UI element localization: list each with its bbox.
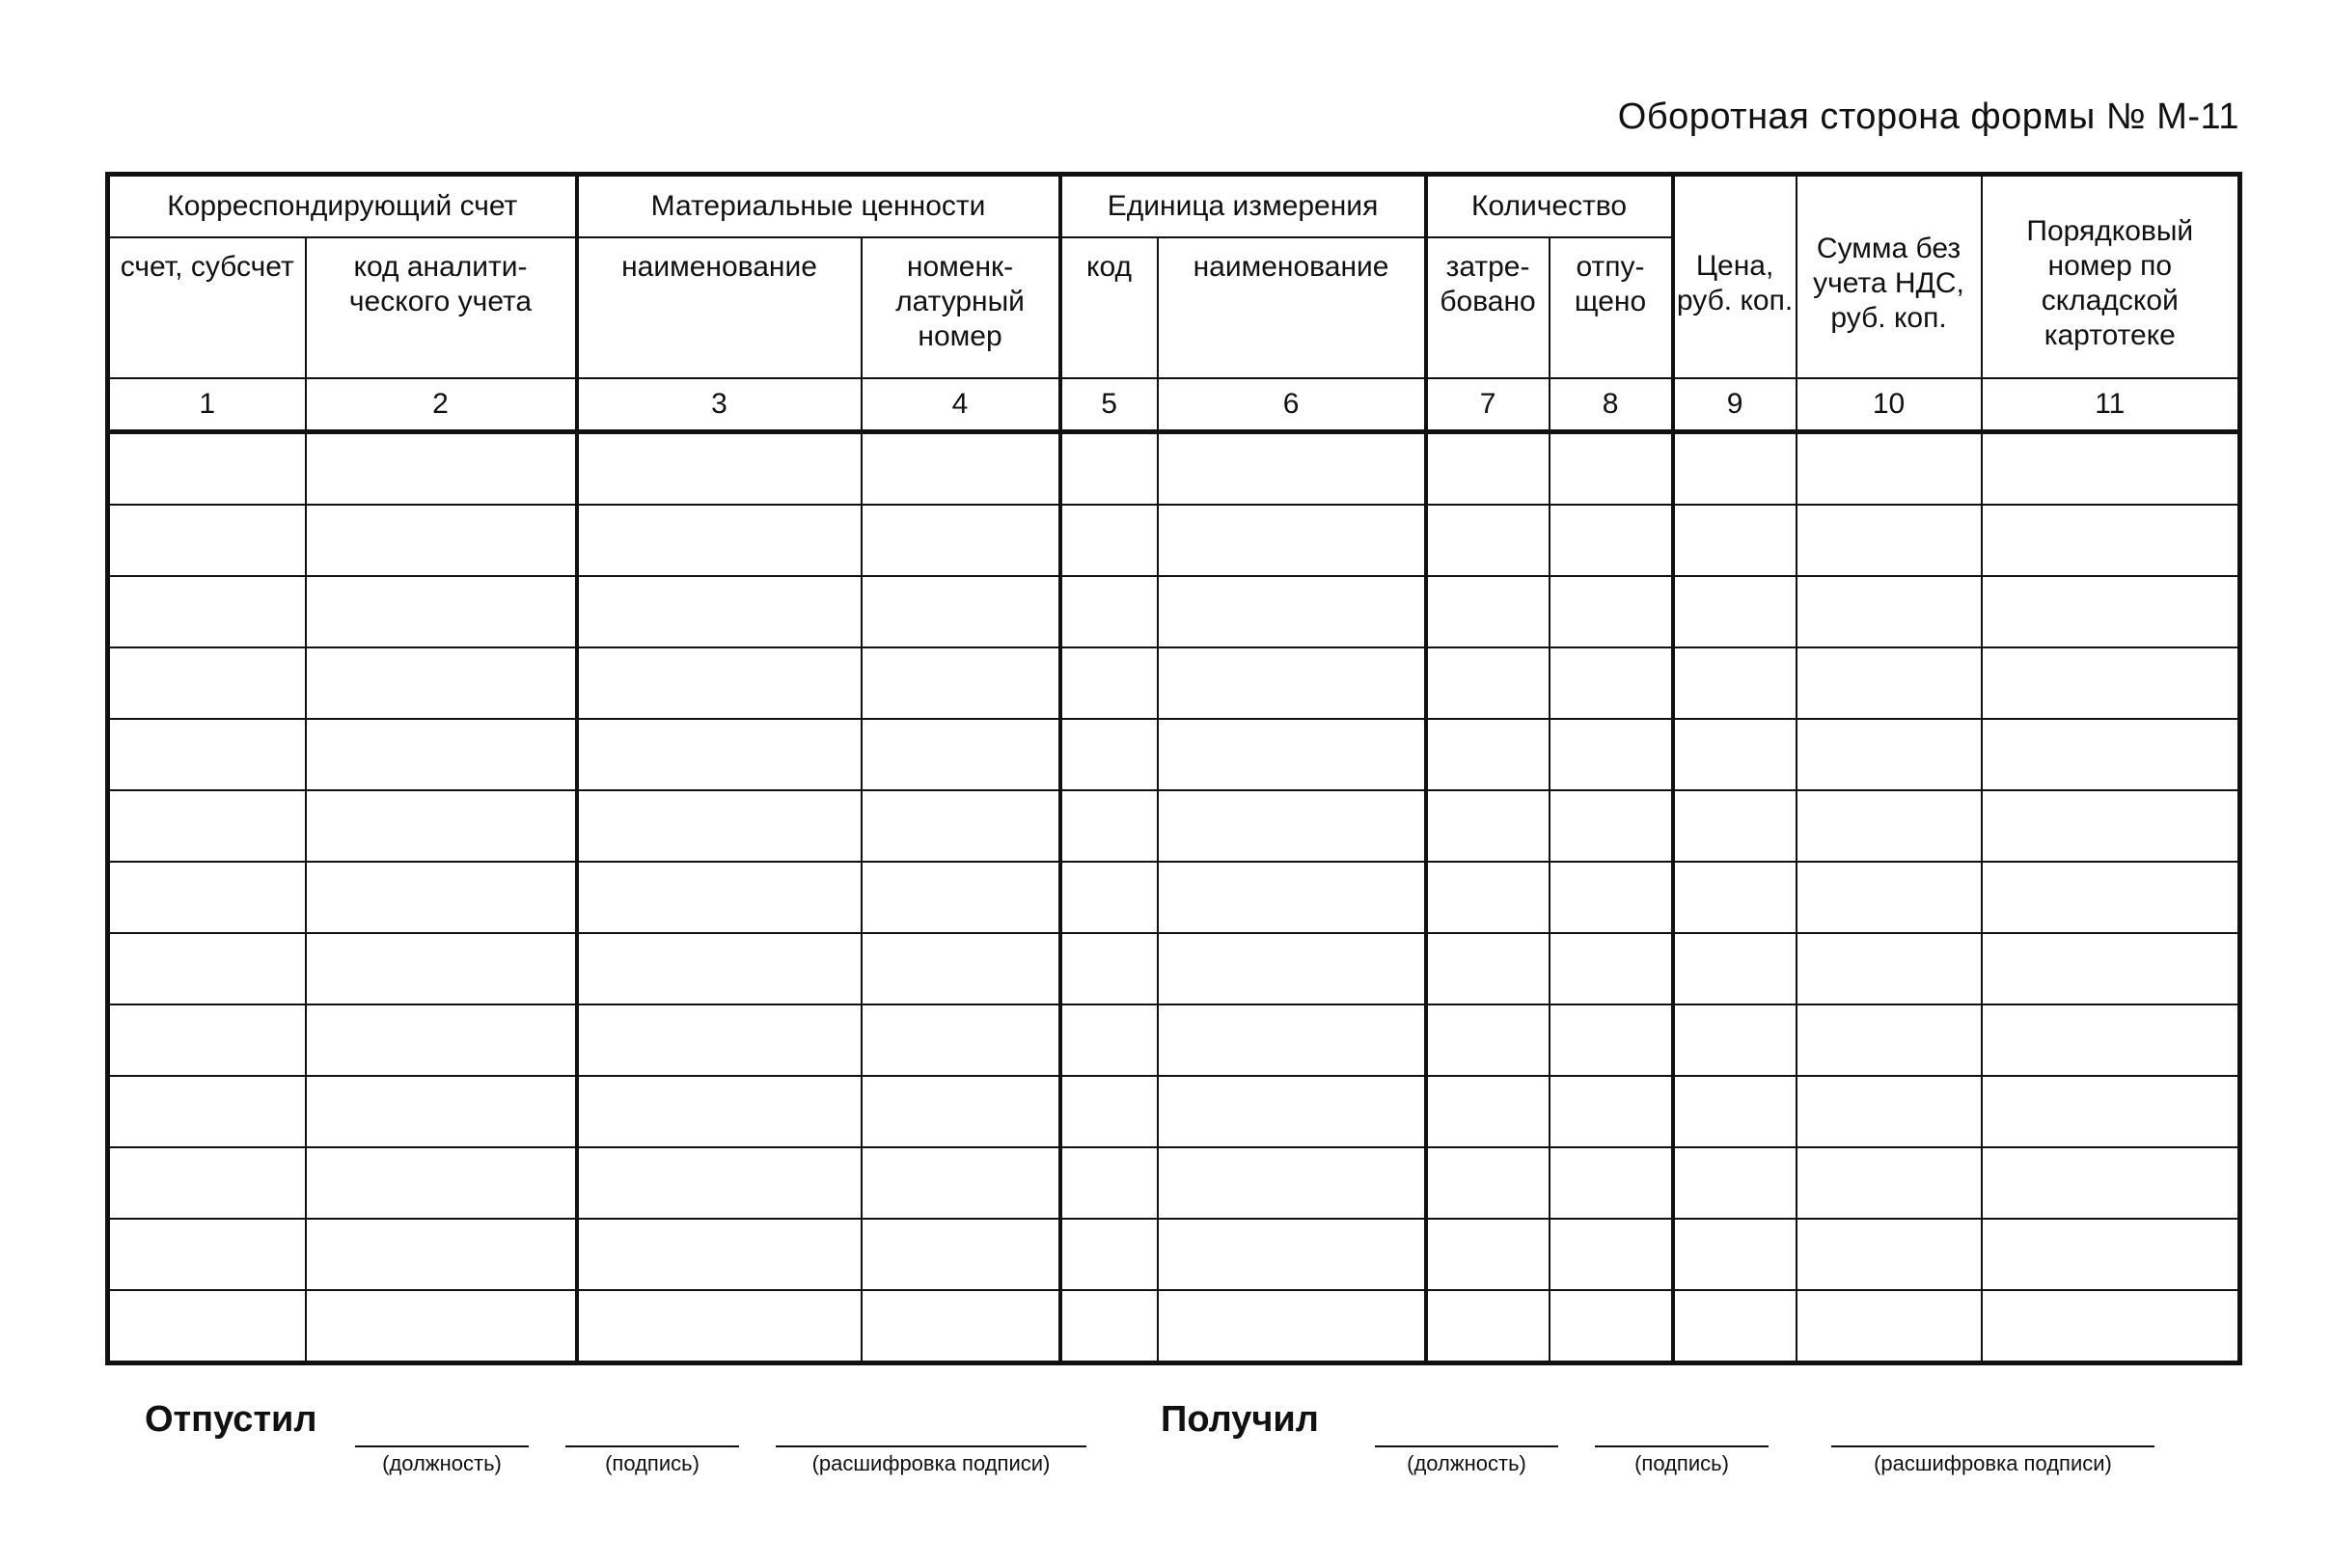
table-cell[interactable]: [1426, 933, 1550, 1004]
table-cell[interactable]: [1797, 1290, 1982, 1363]
table-cell[interactable]: [1797, 576, 1982, 647]
table-cell[interactable]: [1982, 790, 2240, 862]
table-row: [108, 1147, 2240, 1219]
table-cell[interactable]: [1550, 790, 1673, 862]
table-cell[interactable]: [862, 576, 1060, 647]
table-cell[interactable]: [1797, 719, 1982, 790]
column-number: 1: [108, 378, 306, 432]
table-row: [108, 1290, 2240, 1363]
header-card-number: Порядковый номер по складской картотеке: [1982, 175, 2240, 379]
header-sum: Сумма без учета НДС, руб. коп.: [1797, 175, 1982, 379]
table-cell[interactable]: [1550, 1147, 1673, 1219]
table-cell[interactable]: [1060, 647, 1158, 719]
table-cell[interactable]: [1982, 1147, 2240, 1219]
table-cell[interactable]: [1673, 1219, 1797, 1290]
table-cell[interactable]: [1426, 505, 1550, 576]
table-cell[interactable]: [1060, 719, 1158, 790]
table-cell[interactable]: [108, 505, 306, 576]
table-cell[interactable]: [1673, 933, 1797, 1004]
table-cell[interactable]: [1426, 1219, 1550, 1290]
table-cell[interactable]: [1673, 576, 1797, 647]
column-number: 8: [1550, 378, 1673, 432]
table-cell[interactable]: [1797, 862, 1982, 933]
table-cell[interactable]: [1982, 647, 2240, 719]
released-by-signature-line[interactable]: [565, 1445, 739, 1447]
header-nomenclature-number: номенк-латурный номер: [862, 237, 1060, 378]
header-material-name: наименование: [577, 237, 862, 378]
table-cell[interactable]: [1060, 862, 1158, 933]
table-cell[interactable]: [1158, 1004, 1426, 1076]
table-cell[interactable]: [1060, 1147, 1158, 1219]
header-quantity: Количество: [1426, 175, 1673, 238]
released-by-block: [145, 1399, 1110, 1486]
table-cell[interactable]: [1550, 862, 1673, 933]
table-cell[interactable]: [108, 790, 306, 862]
released-by-position-line[interactable]: [355, 1445, 529, 1447]
table-cell[interactable]: [862, 647, 1060, 719]
table-cell[interactable]: [1550, 1219, 1673, 1290]
table-cell[interactable]: [1797, 1147, 1982, 1219]
column-number: 2: [306, 378, 577, 432]
table-cell[interactable]: [1797, 1219, 1982, 1290]
table-cell[interactable]: [1158, 1076, 1426, 1147]
received-by-decoding-caption: (расшифровка подписи): [1874, 1451, 2112, 1475]
released-by-decoding-line[interactable]: [776, 1445, 1086, 1447]
table-cell[interactable]: [1982, 505, 2240, 576]
table-cell[interactable]: [1426, 432, 1550, 506]
table-cell[interactable]: [1550, 1004, 1673, 1076]
table-cell[interactable]: [1673, 1290, 1797, 1363]
table-row: [108, 1004, 2240, 1076]
header-price: Цена, руб. коп.: [1673, 175, 1797, 379]
received-by-decoding-line[interactable]: [1831, 1445, 2154, 1447]
table-cell[interactable]: [1673, 1076, 1797, 1147]
table-cell[interactable]: [1158, 719, 1426, 790]
table-row: [108, 719, 2240, 790]
table-cell[interactable]: [108, 862, 306, 933]
table-cell[interactable]: [1797, 647, 1982, 719]
table-cell[interactable]: [577, 1004, 862, 1076]
table-cell[interactable]: [108, 933, 306, 1004]
table-cell[interactable]: [108, 576, 306, 647]
table-row: [108, 432, 2240, 506]
table-cell[interactable]: [577, 862, 862, 933]
table-cell[interactable]: [1982, 1076, 2240, 1147]
received-by-label: Получил: [1161, 1399, 1319, 1440]
table-cell[interactable]: [1060, 933, 1158, 1004]
table-row: [108, 790, 2240, 862]
table-cell[interactable]: [1550, 432, 1673, 506]
table-cell[interactable]: [577, 790, 862, 862]
table-cell[interactable]: [108, 1290, 306, 1363]
table-row: [108, 862, 2240, 933]
table-cell[interactable]: [862, 1004, 1060, 1076]
table-body: [108, 432, 2240, 1363]
received-by-signature-caption: (подпись): [1634, 1451, 1729, 1475]
column-number: 4: [862, 378, 1060, 432]
table-cell[interactable]: [1060, 790, 1158, 862]
table-cell[interactable]: [1982, 1219, 2240, 1290]
table-cell[interactable]: [1158, 1147, 1426, 1219]
table-cell[interactable]: [1158, 576, 1426, 647]
table-cell[interactable]: [862, 432, 1060, 506]
table-cell[interactable]: [1550, 576, 1673, 647]
column-number: 7: [1426, 378, 1550, 432]
table-cell[interactable]: [1550, 1076, 1673, 1147]
table-cell[interactable]: [108, 1147, 306, 1219]
header-materials: Материальные ценности: [577, 175, 1060, 238]
table-cell[interactable]: [306, 1076, 577, 1147]
received-by-signature-line[interactable]: [1595, 1445, 1769, 1447]
header-analytic-code: код аналити-ческого учета: [306, 237, 577, 378]
table-cell[interactable]: [862, 1219, 1060, 1290]
header-row-numbers: [108, 378, 2240, 432]
table-row: [108, 505, 2240, 576]
table-cell[interactable]: [862, 1147, 1060, 1219]
table-cell[interactable]: [1550, 505, 1673, 576]
table-cell[interactable]: [577, 933, 862, 1004]
header-account: счет, субсчет: [108, 237, 306, 378]
table-cell[interactable]: [1158, 1290, 1426, 1363]
table-cell[interactable]: [108, 1219, 306, 1290]
table-cell[interactable]: [1060, 1004, 1158, 1076]
table-cell[interactable]: [1158, 432, 1426, 506]
table-cell[interactable]: [306, 576, 577, 647]
column-number: 11: [1982, 378, 2240, 432]
table-cell[interactable]: [1426, 1290, 1550, 1363]
table-cell[interactable]: [1158, 1219, 1426, 1290]
table-cell[interactable]: [306, 432, 577, 506]
table-cell[interactable]: [862, 719, 1060, 790]
table-row: [108, 933, 2240, 1004]
header-unit-code: код: [1060, 237, 1158, 378]
table-cell[interactable]: [1797, 933, 1982, 1004]
table-cell[interactable]: [862, 790, 1060, 862]
table-cell[interactable]: [577, 505, 862, 576]
table-cell[interactable]: [577, 576, 862, 647]
table-cell[interactable]: [1797, 1004, 1982, 1076]
table-cell[interactable]: [1673, 1004, 1797, 1076]
material-transfer-table: [105, 172, 2242, 1365]
table-cell[interactable]: [1982, 576, 2240, 647]
table-cell[interactable]: [1797, 790, 1982, 862]
table-cell[interactable]: [1982, 933, 2240, 1004]
table-cell[interactable]: [306, 719, 577, 790]
table-cell[interactable]: [1060, 576, 1158, 647]
table-cell[interactable]: [1426, 790, 1550, 862]
table-cell[interactable]: [1426, 862, 1550, 933]
table-cell[interactable]: [1158, 933, 1426, 1004]
table-cell[interactable]: [1673, 505, 1797, 576]
table-cell[interactable]: [1426, 1076, 1550, 1147]
table-cell[interactable]: [577, 1076, 862, 1147]
table-cell[interactable]: [1158, 790, 1426, 862]
table-cell[interactable]: [1060, 1076, 1158, 1147]
column-number: 6: [1158, 378, 1426, 432]
table-cell[interactable]: [1426, 719, 1550, 790]
table-cell[interactable]: [1982, 432, 2240, 506]
table-cell[interactable]: [862, 862, 1060, 933]
table-cell[interactable]: [1673, 432, 1797, 506]
table-cell[interactable]: [1673, 790, 1797, 862]
table-cell[interactable]: [306, 862, 577, 933]
table-cell[interactable]: [1158, 862, 1426, 933]
table-row: [108, 647, 2240, 719]
table-cell[interactable]: [1797, 432, 1982, 506]
table-cell[interactable]: [1982, 1004, 2240, 1076]
table-cell[interactable]: [1550, 1290, 1673, 1363]
table-row: [108, 1076, 2240, 1147]
form-title: Оборотная сторона формы № М-11: [1617, 96, 2239, 137]
table-cell[interactable]: [1673, 1147, 1797, 1219]
table-cell[interactable]: [306, 933, 577, 1004]
table-cell[interactable]: [306, 1004, 577, 1076]
table-cell[interactable]: [108, 647, 306, 719]
table-cell[interactable]: [108, 432, 306, 506]
table-cell[interactable]: [108, 1076, 306, 1147]
header-corr-account: Корреспондирующий счет: [108, 175, 577, 238]
table-cell[interactable]: [306, 647, 577, 719]
table-cell[interactable]: [1060, 432, 1158, 506]
released-by-signature-caption: (подпись): [605, 1451, 700, 1475]
table-cell[interactable]: [577, 432, 862, 506]
table-cell[interactable]: [1060, 1219, 1158, 1290]
table-cell[interactable]: [108, 1004, 306, 1076]
released-by-label: Отпустил: [145, 1399, 317, 1440]
table-cell[interactable]: [1673, 719, 1797, 790]
header-unit: Единица измерения: [1060, 175, 1426, 238]
table-cell[interactable]: [862, 1290, 1060, 1363]
table-cell[interactable]: [862, 505, 1060, 576]
table-cell[interactable]: [1426, 576, 1550, 647]
table-cell[interactable]: [1060, 1290, 1158, 1363]
column-number: 9: [1673, 378, 1797, 432]
table-cell[interactable]: [1426, 1004, 1550, 1076]
table-cell[interactable]: [1797, 1076, 1982, 1147]
column-number: 3: [577, 378, 862, 432]
released-by-decoding-caption: (расшифровка подписи): [811, 1451, 1051, 1475]
table-cell[interactable]: [306, 505, 577, 576]
header-unit-name: наименование: [1158, 237, 1426, 378]
received-by-position-line[interactable]: [1375, 1445, 1558, 1447]
table-cell[interactable]: [1982, 719, 2240, 790]
table-row: [108, 1219, 2240, 1290]
table-cell[interactable]: [306, 1290, 577, 1363]
table-cell[interactable]: [1550, 719, 1673, 790]
table-cell[interactable]: [1982, 1290, 2240, 1363]
table-cell[interactable]: [577, 1147, 862, 1219]
table-cell[interactable]: [1158, 505, 1426, 576]
header-requested: затре-бовано: [1426, 237, 1550, 378]
table-cell[interactable]: [1550, 933, 1673, 1004]
header-row-groups: [108, 175, 2240, 238]
table-cell[interactable]: [577, 719, 862, 790]
received-by-block: [1161, 1399, 2174, 1486]
table-cell[interactable]: [1673, 862, 1797, 933]
received-by-position-caption: (должность): [1407, 1451, 1526, 1475]
released-by-position-caption: (должность): [382, 1451, 502, 1475]
table-cell[interactable]: [1797, 505, 1982, 576]
table-cell[interactable]: [577, 1219, 862, 1290]
table-cell[interactable]: [577, 1290, 862, 1363]
table-cell[interactable]: [862, 1076, 1060, 1147]
table-cell[interactable]: [108, 719, 306, 790]
table-cell[interactable]: [862, 933, 1060, 1004]
table-cell[interactable]: [1426, 1147, 1550, 1219]
table-cell[interactable]: [306, 790, 577, 862]
table-cell[interactable]: [577, 647, 862, 719]
column-number: 5: [1060, 378, 1158, 432]
table-cell[interactable]: [1060, 505, 1158, 576]
table-cell[interactable]: [306, 1219, 577, 1290]
column-number: 10: [1797, 378, 1982, 432]
table-cell[interactable]: [306, 1147, 577, 1219]
table-cell[interactable]: [1426, 647, 1550, 719]
table-cell[interactable]: [1158, 647, 1426, 719]
table-cell[interactable]: [1673, 647, 1797, 719]
table-cell[interactable]: [1982, 862, 2240, 933]
header-released: отпу-щено: [1550, 237, 1673, 378]
table-row: [108, 576, 2240, 647]
table-cell[interactable]: [1550, 647, 1673, 719]
